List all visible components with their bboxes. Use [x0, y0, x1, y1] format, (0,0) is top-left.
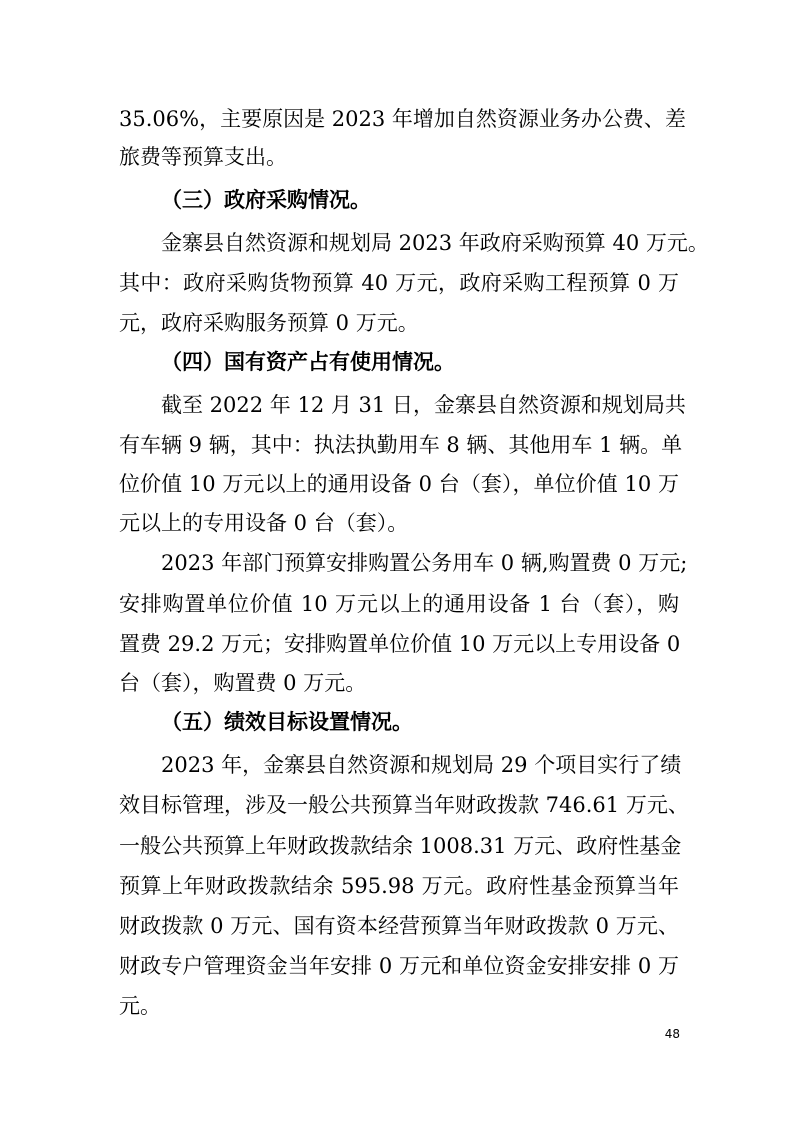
body-text-line: 其中：政府采购货物预算 40 万元，政府采购工程预算 0 万: [119, 271, 679, 295]
body-text-line: 位价值 10 万元以上的通用设备 0 台（套），单位价值 10 万: [119, 472, 679, 496]
section-heading-performance: （五）绩效目标设置情况。: [161, 709, 413, 734]
body-text-line: 台（套），购置费 0 万元。: [119, 671, 367, 695]
body-text-line: 元，政府采购服务预算 0 万元。: [119, 311, 419, 335]
body-text-line: 置费 29.2 万元；安排购置单位价值 10 万元以上专用设备 0: [119, 632, 681, 656]
section-heading-assets: （四）国有资产占有使用情况。: [161, 349, 455, 374]
body-text-line: 财政拨款 0 万元、国有资本经营预算当年财政拨款 0 万元、: [119, 914, 679, 938]
page-number: 48: [664, 1027, 680, 1041]
body-text-line: 预算上年财政拨款结余 595.98 万元。政府性基金预算当年: [119, 874, 679, 898]
body-text-line: 安排购置单位价值 10 万元以上的通用设备 1 台（套），购: [119, 592, 679, 616]
body-text-line: 35.06%，主要原因是 2023 年增加自然资源业务办公费、差: [119, 107, 686, 131]
body-text-line: 2023 年部门预算安排购置公务用车 0 辆,购置费 0 万元;: [161, 551, 688, 575]
body-text-line: 效目标管理，涉及一般公共预算当年财政拨款 746.61 万元、: [119, 793, 689, 817]
section-heading-procurement: （三）政府采购情况。: [161, 187, 371, 212]
body-text-line: 旅费等预算支出。: [119, 145, 287, 169]
body-text-line: 2023 年，金寨县自然资源和规划局 29 个项目实行了绩: [161, 753, 682, 777]
body-text-line: 金寨县自然资源和规划局 2023 年政府采购预算 40 万元。: [161, 231, 709, 255]
body-text-line: 元以上的专用设备 0 台（套）。: [119, 511, 409, 535]
body-text-line: 截至 2022 年 12 月 31 日，金寨县自然资源和规划局共: [161, 393, 686, 417]
body-text-line: 一般公共预算上年财政拨款结余 1008.31 万元、政府性基金: [119, 834, 682, 858]
body-text-line: 元。: [119, 994, 161, 1018]
body-text-line: 财政专户管理资金当年安排 0 万元和单位资金安排安排 0 万: [119, 954, 679, 978]
body-text-line: 有车辆 9 辆，其中：执法执勤用车 8 辆、其他用车 1 辆。单: [119, 433, 683, 457]
